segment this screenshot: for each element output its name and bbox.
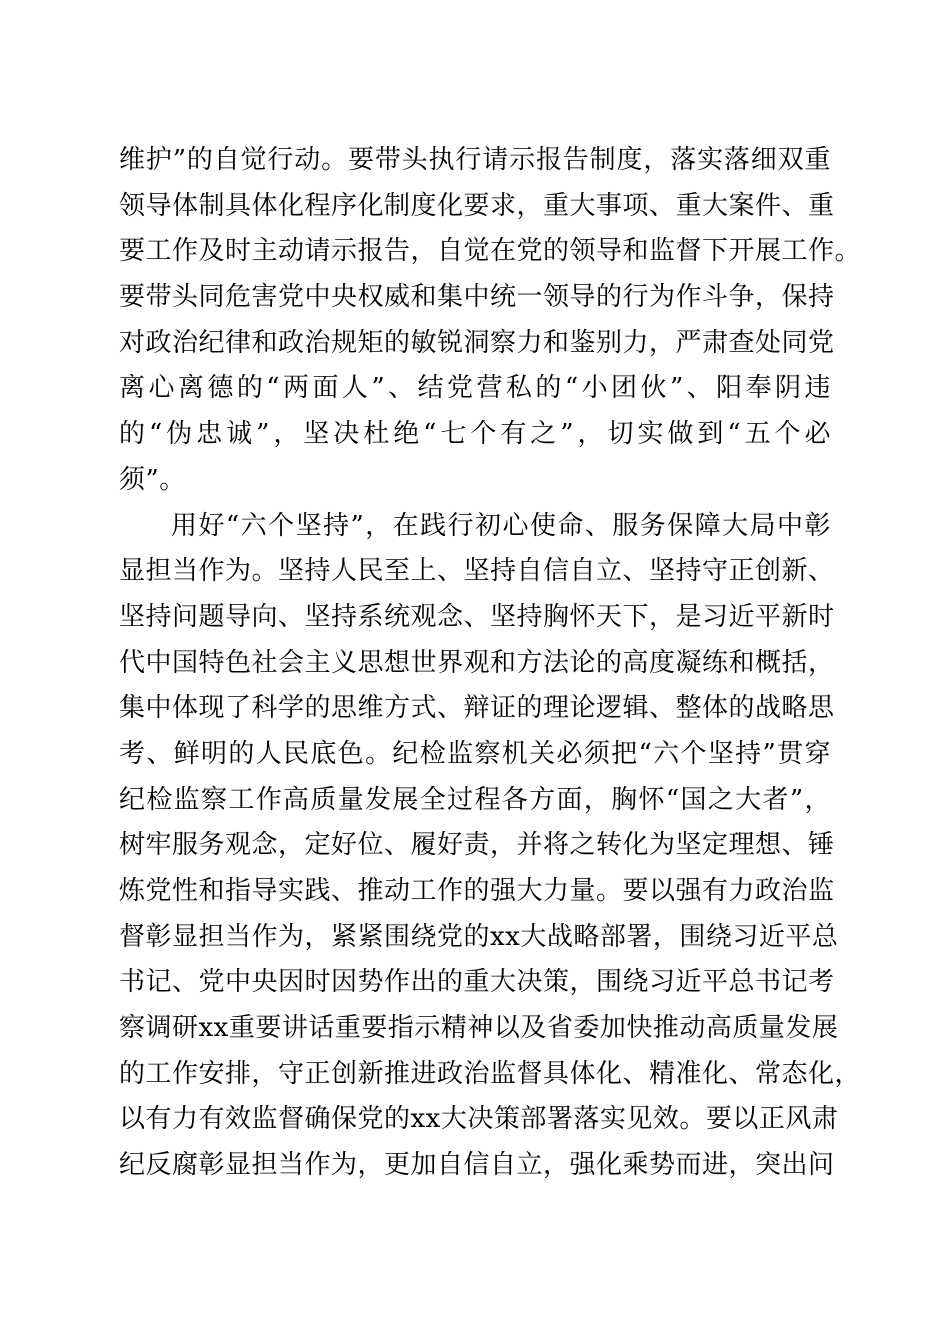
text-line: 坚持问题导向、坚持系统观念、坚持胸怀天下，是习近平新时 <box>119 601 835 632</box>
text-line: 督彰显担当作为，紧紧围绕党的xx大战略部署，围绕习近平总 <box>119 921 839 952</box>
text-line: 对政治纪律和政治规矩的敏锐洞察力和鉴别力，严肃查处同党 <box>119 327 835 358</box>
text-line: 炼党性和指导实践、推动工作的强大力量。要以强有力政治监 <box>119 876 835 906</box>
text-line: 纪检监察工作高质量发展全过程各方面，胸怀“国之大者”， <box>119 784 831 815</box>
text-line: 离心离德的“两面人”、结党营私的“小团伙”、阳奉阴违 <box>119 373 831 404</box>
text-line: 要带头同危害党中央权威和集中统一领导的行为作斗争，保持 <box>119 282 835 313</box>
text-line: 书记、党中央因时因势作出的重大决策，围绕习近平总书记考 <box>119 967 835 998</box>
text-line: 须”。 <box>119 464 186 495</box>
paragraph-first-line: 用好“六个坚持”，在践行初心使命、服务保障大局中彰 <box>171 510 831 541</box>
text-line: 显担当作为。坚持人民至上、坚持自信自立、坚持守正创新、 <box>119 556 835 587</box>
text-line: 集中体现了科学的思维方式、辩证的理论逻辑、整体的战略思 <box>119 693 835 724</box>
text-line: 树牢服务观念，定好位、履好责，并将之转化为坚定理想、锤 <box>119 830 835 861</box>
text-line: 的工作安排，守正创新推进政治监督具体化、精准化、常态化， <box>119 1058 862 1089</box>
text-line: 领导体制具体化程序化制度化要求，重大事项、重大案件、重 <box>119 190 835 221</box>
text-line: 的“伪忠诚”，坚决杜绝“七个有之”，切实做到“五个必 <box>119 419 831 450</box>
text-line: 察调研xx重要讲话重要指示精神以及省委加快推动高质量发展 <box>119 1013 839 1044</box>
text-line: 以有力有效监督确保党的xx大决策部署落实见效。要以正风肃 <box>119 1104 839 1135</box>
text-line: 代中国特色社会主义思想世界观和方法论的高度凝练和概括， <box>119 647 835 678</box>
text-line: 维护”的自觉行动。要带头执行请示报告制度，落实落细双重 <box>119 145 831 175</box>
text-line: 纪反腐彰显担当作为，更加自信自立，强化乘势而进，突出问 <box>119 1150 835 1181</box>
text-line: 考、鲜明的人民底色。纪检监察机关必须把“六个坚持”贯穿 <box>119 738 831 769</box>
document-body <box>119 138 862 1189</box>
text-line: 要工作及时主动请示报告，自觉在党的领导和监督下开展工作。 <box>119 236 862 267</box>
